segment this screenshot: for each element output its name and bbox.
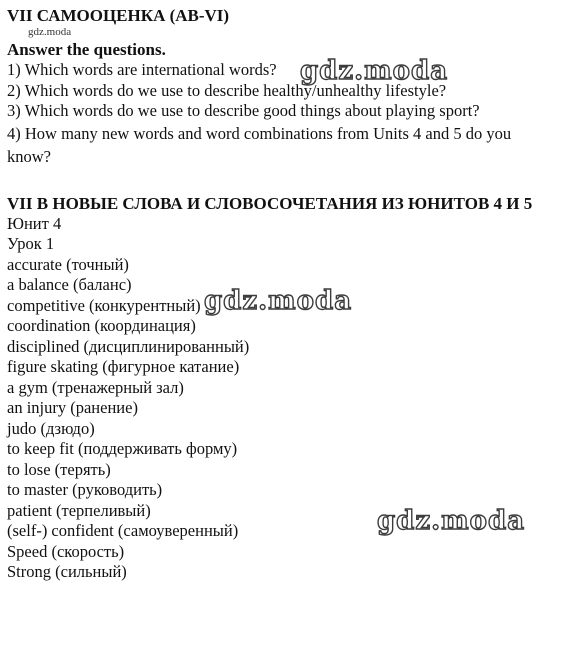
vocab-item: figure skating (фигурное катание): [7, 357, 240, 376]
vocab-item: Strong (сильный): [7, 562, 127, 581]
question-item: 3) Which words do we use to describe good things about playing sport?: [7, 101, 480, 120]
watermark: gdz.moda: [377, 506, 526, 536]
vocab-item: Speed (скорость): [7, 541, 125, 561]
lesson-label: Урок 1: [7, 234, 55, 253]
vocab-item: (self-) confident (самоуверенный): [7, 521, 239, 540]
question-item: 4) How many new words and word combinations from Units 4 and 5 do you know?: [7, 123, 512, 166]
instructions-heading: Answer the questions.: [7, 40, 166, 59]
vocab-item: a balance (баланс): [7, 275, 132, 294]
vocab-item: a gym (тренажерный зал): [7, 377, 184, 397]
watermark: gdz.moda: [300, 56, 449, 86]
vocab-item: competitive (конкурентный): [7, 295, 201, 315]
vocab-item: disciplined (дисциплинированный): [7, 336, 250, 356]
vocab-item: to lose (терять): [7, 459, 111, 479]
question-item: 1) Which words are international words?: [7, 60, 277, 79]
section-heading-self-assessment: VII САМООЦЕНКА (AB-VI): [7, 6, 230, 25]
vocab-item: coordination (координация): [7, 316, 196, 335]
vocab-item: an injury (ранение): [7, 398, 138, 417]
questions-list: [7, 60, 567, 168]
unit-label: Юнит 4: [7, 213, 62, 233]
site-mark: gdz.moda: [28, 26, 72, 38]
watermark: gdz.moda: [204, 286, 353, 316]
vocab-item: accurate (точный): [7, 254, 129, 274]
vocab-item: to master (руководить): [7, 480, 163, 499]
vocab-item: to keep fit (поддерживать форму): [7, 439, 238, 458]
question-item: 2) Which words do we use to describe healthy/unhealthy lifestyle?: [7, 80, 447, 100]
vocab-item: patient (терпеливый): [7, 500, 151, 520]
vocab-item: judo (дзюдо): [7, 418, 95, 438]
section-heading-new-words: VII В НОВЫЕ СЛОВА И СЛОВОСОЧЕТАНИЯ ИЗ ЮНИТОВ 4 И 5: [7, 193, 533, 213]
